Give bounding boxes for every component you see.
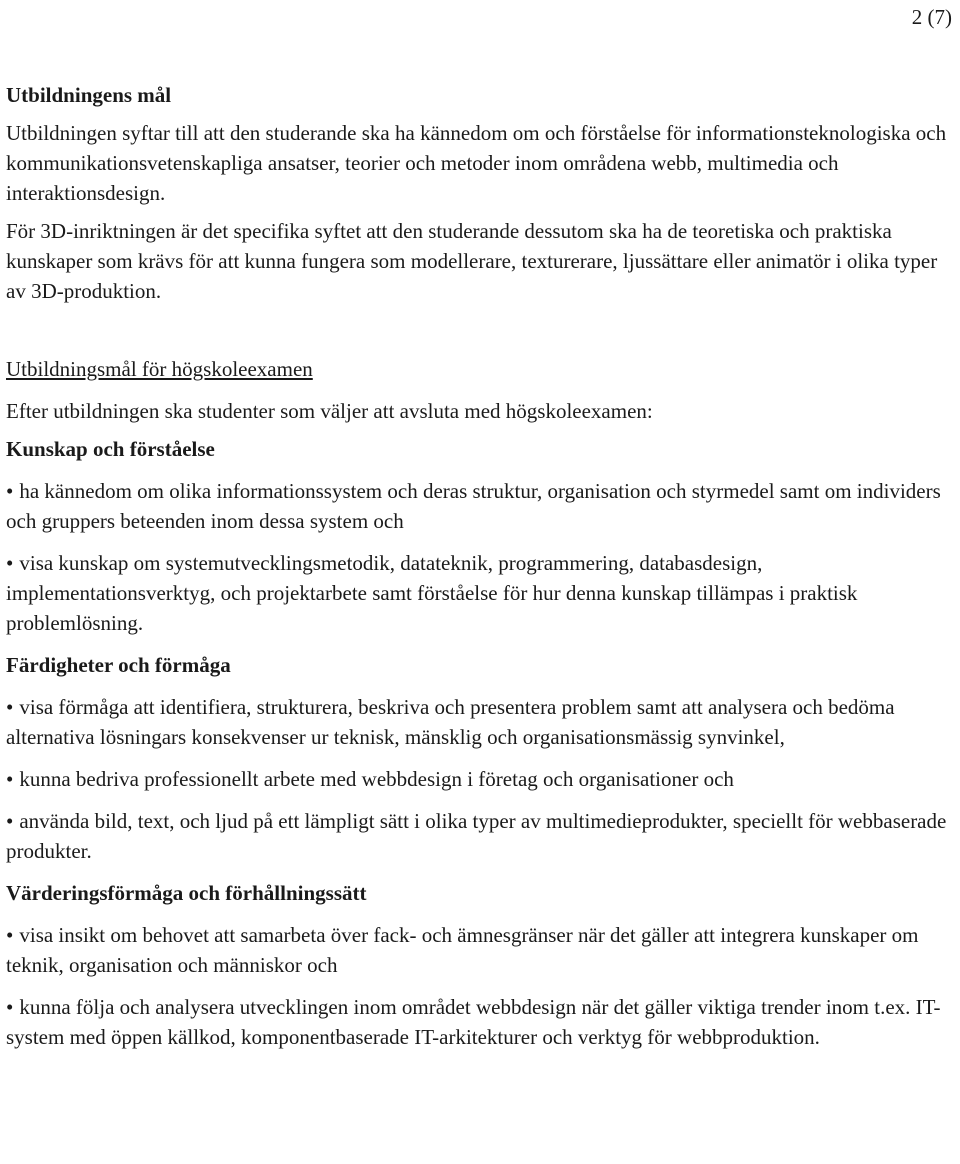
bullet-icon: •: [6, 767, 14, 791]
list-item-text: ha kännedom om olika informationssystem och deras struktur, organisation och styrmedel samt om individers och gruppers beteenden inom dessa system och: [6, 479, 941, 533]
section-intro: Efter utbildningen ska studenter som väljer att avsluta med högskoleexamen:: [6, 399, 653, 423]
group-heading: Kunskap och förståelse: [6, 437, 215, 461]
list-item-text: kunna följa och analysera utvecklingen inom området webbdesign när det gäller viktiga trender inom t.ex. IT-system med öppen källkod, komponentbaserade IT-arkitekturer och verktyg för webbproduktion.: [6, 995, 941, 1049]
group-heading: Värderingsförmåga och förhållningssätt: [6, 881, 367, 905]
group-judgement: [6, 878, 958, 1052]
list-item: [6, 806, 958, 866]
bullet-icon: •: [6, 923, 14, 947]
bullet-icon: •: [6, 479, 14, 503]
list-item: [6, 992, 958, 1052]
list-item: [6, 692, 958, 752]
group-knowledge: [6, 434, 958, 638]
bullet-icon: •: [6, 809, 14, 833]
section-heading: Utbildningsmål för högskoleexamen: [6, 357, 313, 381]
bullet-list: [6, 692, 958, 866]
paragraph-purpose: Utbildningen syftar till att den studerande ska ha kännedom om och förståelse för informationsteknologiska och kommunikationsvetenskapliga ansatser, teorier och metoder inom områdena webb, multimedia och interaktionsdesign.: [6, 121, 947, 205]
bullet-icon: •: [6, 695, 14, 719]
list-item: [6, 920, 958, 980]
group-heading: Färdigheter och förmåga: [6, 653, 231, 677]
main-heading: Utbildningens mål: [6, 83, 172, 107]
list-item-text: visa insikt om behovet att samarbeta över fack- och ämnesgränser när det gäller att integrera kunskaper om teknik, organisation och människor och: [6, 923, 919, 977]
bullet-icon: •: [6, 551, 14, 575]
bullet-icon: •: [6, 995, 14, 1019]
list-item-text: visa förmåga att identifiera, strukturera, beskriva och presentera problem samt att analysera och bedöma alternativa lösningars konsekvenser ur teknisk, mänsklig och organisationsmässig synvinkel,: [6, 695, 895, 749]
list-item-text: använda bild, text, och ljud på ett lämpligt sätt i olika typer av multimedieprodukter, speciellt för webbaserade produkter.: [6, 809, 947, 863]
list-item-text: visa kunskap om systemutvecklingsmetodik, datateknik, programmering, databasdesign, implementationsverktyg, och projektarbete samt förståelse för hur denna kunskap tillämpas i praktisk problemlösning.: [6, 551, 858, 635]
list-item: [6, 476, 958, 536]
paragraph-3d-track: För 3D-inriktningen är det specifika syftet att den studerande dessutom ska ha de teoretiska och praktiska kunskaper som krävs för att kunna fungera som modellerare, texturerare, ljussättare eller animatör i olika typer av 3D-produktion.: [6, 219, 938, 303]
page-number: 2 (7): [911, 5, 952, 29]
list-item: [6, 764, 958, 794]
list-item: [6, 548, 958, 638]
bullet-list: [6, 476, 958, 638]
list-item-text: kunna bedriva professionellt arbete med webbdesign i företag och organisationer och: [19, 767, 734, 791]
bullet-list: [6, 920, 958, 1052]
document-body: [6, 80, 958, 1064]
group-skills: [6, 650, 958, 866]
